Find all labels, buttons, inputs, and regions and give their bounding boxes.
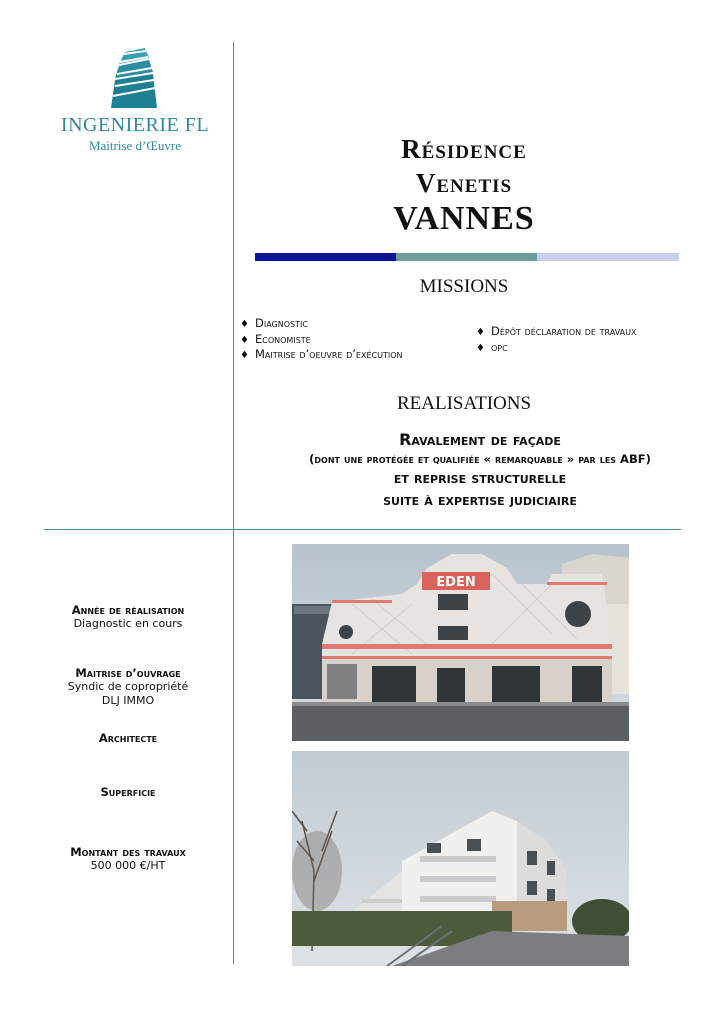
moa-label: Maitrise d’ouvrage	[75, 666, 181, 680]
superficie-label: Superficie	[100, 785, 156, 799]
annee-label: Année de réalisation	[71, 603, 185, 617]
company-subtitle: Maitrise d’Œuvre	[88, 138, 182, 153]
missions-list-right	[476, 324, 636, 355]
photo-residence-building	[292, 751, 629, 966]
diamond-bullet-icon: ♦	[476, 327, 485, 338]
eden-sign: EDEN	[436, 575, 476, 590]
list-item	[476, 324, 636, 340]
mission-label: Dépôt déclaration de travaux	[491, 324, 637, 338]
realisation-line-1: Ravalement de façade	[399, 430, 561, 449]
realisation-line-2: (dont une protégée et qualifiée « remarquable » par les ABF)	[309, 452, 651, 466]
color-bar-blue	[255, 253, 396, 261]
moa-value-1: Syndic de copropriété	[67, 680, 189, 693]
realisation-line-4: suite à expertise judiciaire	[383, 491, 577, 509]
diamond-bullet-icon: ♦	[476, 342, 485, 354]
mission-label: Maitrise d’oeuvre d’exécution	[255, 347, 403, 361]
list-item	[240, 347, 403, 363]
missions-heading: MISSIONS	[419, 276, 509, 297]
realisation-line-3: et reprise structurelle	[393, 469, 567, 487]
color-bar-lavender	[537, 253, 679, 261]
mission-label: opc	[491, 339, 508, 354]
diamond-bullet-icon: ♦	[240, 334, 249, 346]
list-item	[240, 316, 403, 332]
diamond-bullet-icon: ♦	[240, 319, 249, 330]
info-superficie	[40, 785, 216, 799]
montant-value: 500 000 €/HT	[90, 859, 166, 872]
moa-value-2: DLJ IMMO	[101, 694, 155, 707]
title-line-1: Résidence	[401, 134, 527, 164]
info-architecte	[40, 731, 216, 745]
photo-eden-facade	[292, 544, 629, 741]
architecte-label: Architecte	[98, 731, 158, 745]
color-bar-teal	[396, 253, 537, 261]
company-name: INGENIERIE FL	[60, 114, 210, 136]
title-city: VANNES	[393, 200, 535, 237]
horizontal-divider	[44, 529, 681, 530]
info-annee	[40, 603, 216, 631]
list-item	[240, 332, 403, 348]
mission-label: Economiste	[255, 331, 311, 346]
annee-value: Diagnostic en cours	[73, 617, 183, 630]
diamond-bullet-icon: ♦	[240, 350, 249, 361]
title-line-2: Venetis	[415, 168, 513, 198]
montant-label: Montant des travaux	[70, 845, 186, 859]
company-logo-icon	[105, 44, 161, 110]
realisations-heading: REALISATIONS	[396, 393, 532, 414]
list-item	[476, 340, 636, 356]
info-montant	[40, 845, 216, 873]
info-moa	[40, 666, 216, 708]
missions-list-left	[240, 316, 403, 363]
mission-label: Diagnostic	[255, 316, 308, 330]
